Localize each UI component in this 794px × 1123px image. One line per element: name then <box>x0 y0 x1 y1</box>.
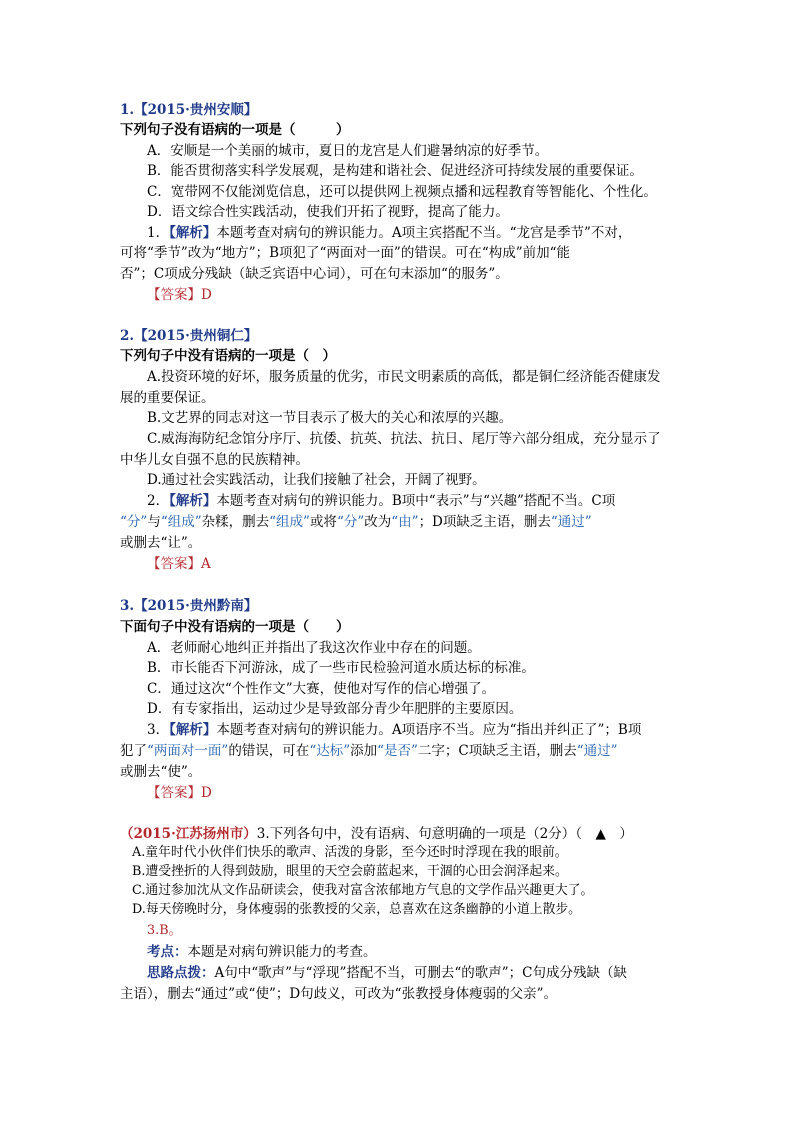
q3-quote-shifou: “是否” <box>377 743 418 759</box>
q3-option-a: A．老师耐心地纠正并指出了我这次作业中存在的问题。 <box>147 640 481 656</box>
q1-analysis-num: 1． <box>147 225 170 241</box>
q3-analysis-line2 <box>120 741 618 761</box>
q2-analysis-tag: 【解析】 <box>169 493 217 509</box>
q4-option-b: B.遭受挫折的人得到鼓励，眼里的天空会蔚蓝起来，干涸的心田会润泽起来。 <box>132 864 568 879</box>
q3-text-cxiang: 二字；C项缺乏主语，删去 <box>417 743 577 759</box>
q1-option-b: B．能否贯彻落实科学发展观，是构建和谐社会、促进经济可持续发展的重要保证。 <box>147 163 643 179</box>
q2-analysis-text: 本题考查对病句的辨识能力。B项中“表示”与“兴趣”搭配不当。C项 <box>216 493 616 509</box>
q2-text-huojiang: 或将 <box>309 514 337 530</box>
q4-point-line <box>147 942 377 962</box>
q1-stem: 下列句子没有语病的一项是（ ） <box>120 122 350 138</box>
q3-text-fanle: 犯了 <box>120 743 147 759</box>
q1-analysis-tag: 【解析】 <box>169 225 217 241</box>
q3-analysis-line3: 或删去“使”。 <box>120 764 202 780</box>
q3-quote-liangmian: “两面对一面” <box>147 743 229 759</box>
q4-header-line <box>120 824 633 844</box>
q2-quote-zucheng: “组成” <box>160 514 202 530</box>
q2-quote-fen-2: “分” <box>336 514 365 530</box>
q2-option-d: D.通过社会实践活动，让我们接触了社会，开阔了视野。 <box>147 472 486 488</box>
q3-option-c: C．通过这次“个性作文”大赛，使他对写作的信心增强了。 <box>147 681 496 697</box>
q4-answer: 3.B。 <box>147 923 182 938</box>
q2-analysis-line1 <box>147 491 615 511</box>
q3-analysis-num: 3． <box>147 722 170 738</box>
q1-analysis-text: 本题考查对病句的辨识能力。A项主宾搭配不当。“龙宫是季节”不对， <box>216 225 632 241</box>
q4-option-a: A.童年时代小伙伴们快乐的歌声、活泼的身影，至今还时时浮现在我的眼前。 <box>132 845 568 860</box>
q2-text-dxiang: ；D项缺乏主语，删去 <box>418 514 551 530</box>
q2-text-gaiwei: 改为 <box>364 514 392 530</box>
q2-quote-you: “由” <box>391 514 419 530</box>
q2-answer: 【答案】A <box>147 556 211 572</box>
q2-analysis-num: 2． <box>147 493 170 509</box>
q3-analysis-tag: 【解析】 <box>169 722 217 738</box>
q3-option-b: B．市长能否下河游泳，成了一些市民检验河道水质达标的标准。 <box>147 660 535 676</box>
q2-header: 2.【2015·贵州铜仁】 <box>120 328 258 344</box>
q2-quote-fen: “分” <box>120 514 148 530</box>
q2-quote-zucheng-2: “组成” <box>269 514 310 530</box>
q4-tip-line1 <box>147 963 627 983</box>
q1-analysis-line1 <box>147 223 631 243</box>
q4-source: （2015·江苏扬州市） <box>120 826 257 842</box>
q1-option-c: C．宽带网不仅能浏览信息，还可以提供网上视频点播和远程教育等智能化、个性化。 <box>147 184 657 200</box>
q4-point-label: 考点： <box>147 944 188 960</box>
q2-option-a-cont: 展的重要保证。 <box>120 390 215 406</box>
q1-answer: 【答案】D <box>147 287 212 303</box>
q3-text-cuowu: 的错误，可在 <box>228 743 310 759</box>
q2-option-a: A.投资环境的好坏，服务质量的优劣，市民文明素质的高低，都是铜仁经济能否健康发 <box>147 369 661 385</box>
q3-option-d: D．有专家指出，运动过少是导致部分青少年肥胖的主要原因。 <box>147 701 523 717</box>
q1-header: 1.【2015·贵州安顺】 <box>120 102 258 118</box>
q4-tip-label: 思路点拨： <box>147 965 215 981</box>
q2-option-c-cont: 中华儿女自强不息的民族精神。 <box>120 452 309 468</box>
q2-text-zarou: 杂糅，删去 <box>201 514 270 530</box>
q1-analysis-line3: 否”；C项成分残缺（缺乏宾语中心词），可在句末添加“的服务”。 <box>120 266 509 282</box>
q1-analysis-line2: 可将“季节”改为“地方”；B项犯了“两面对一面”的错误。可在“构成”前加“能 <box>120 245 571 261</box>
q4-point-text: 本题是对病句辨识能力的考查。 <box>187 944 377 960</box>
q2-text-yu: 与 <box>147 514 161 530</box>
q4-tip-line2: 主语），删去“通过”或“使”；D句歧义，可改为“张教授身体瘦弱的父亲”。 <box>120 986 557 1002</box>
q2-stem: 下列句子中没有语病的一项是（ ） <box>120 348 336 364</box>
q3-stem: 下面句子中没有语病的一项是（ ） <box>120 619 350 635</box>
q2-option-b: B.文艺界的同志对这一节目表示了极大的关心和浓厚的兴趣。 <box>147 410 513 426</box>
q3-header: 3.【2015·贵州黔南】 <box>120 598 258 614</box>
q1-option-d: D．语文综合性实践活动，使我们开拓了视野，提高了能力。 <box>147 204 509 220</box>
q3-analysis-line1 <box>147 720 641 740</box>
q4-stem: 3.下列各句中，没有语病、句意明确的一项是（2分）（ ▲ ） <box>256 826 633 842</box>
q3-quote-tongguo: “通过” <box>576 743 618 759</box>
q1-option-a: A．安顺是一个美丽的城市，夏日的龙宫是人们避暑纳凉的好季节。 <box>147 143 549 159</box>
q3-answer: 【答案】D <box>147 785 212 801</box>
q3-text-tianjia: 添加 <box>350 743 378 759</box>
q2-analysis-line3: 或删去“让”。 <box>120 535 202 551</box>
q4-tip-text: A句中“歌声”与“浮现”搭配不当，可删去“的歌声”；C句成分残缺（缺 <box>214 965 627 981</box>
q4-option-d: D.每天傍晚时分，身体瘦弱的张教授的父亲，总喜欢在这条幽静的小道上散步。 <box>132 902 581 917</box>
q2-analysis-line2 <box>120 512 592 532</box>
q4-option-c: C.通过参加沈从文作品研读会，使我对富含浓郁地方气息的文学作品兴趣更大了。 <box>132 883 594 898</box>
q2-quote-tongguo: “通过” <box>550 514 592 530</box>
q3-quote-dabiao: “达标” <box>309 743 351 759</box>
q3-analysis-text: 本题考查对病句的辨识能力。A项语序不当。应为“指出并纠正了”；B项 <box>216 722 642 738</box>
q2-option-c: C.威海海防纪念馆分序厅、抗倭、抗英、抗法、抗日、尾厅等六部分组成，充分显示了 <box>147 431 661 447</box>
